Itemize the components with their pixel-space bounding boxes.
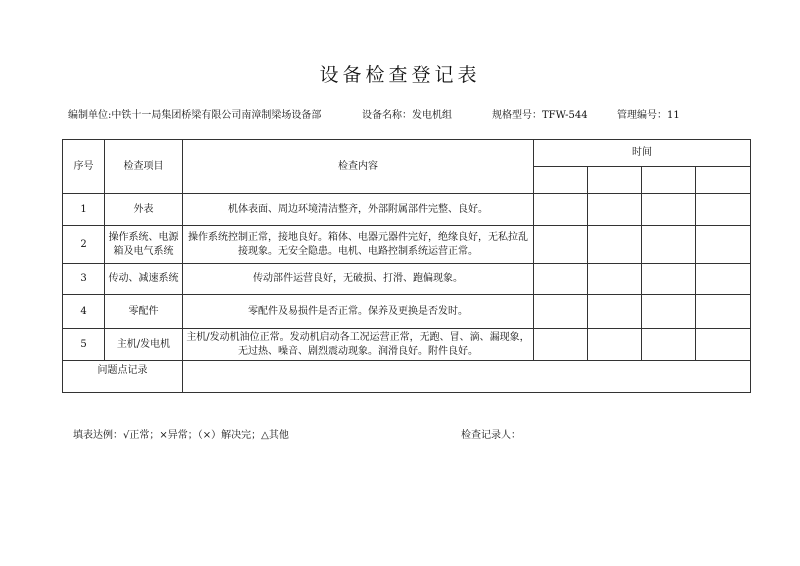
model-number: 规格型号：TFW-544 [492,110,588,121]
legend-note: 填表达例：√正常；×异常；（×）解决完；△其他 [73,430,289,441]
org-unit: 编制单位:中铁十一局集团桥梁有限公司南漳制梁场设备部 [68,110,322,121]
check-cell[interactable] [696,226,751,264]
check-cell[interactable] [696,329,751,361]
row-content: 操作系统控制正常，接地良好。箱体、电器元器件完好，绝缘良好，无私拉乱接现象。无安全隐患。电机、电路控制系统运营正常。 [183,226,534,264]
check-cell[interactable] [534,295,588,329]
row-number: 1 [63,194,105,226]
time-cell[interactable] [588,167,642,194]
check-cell[interactable] [534,226,588,264]
row-content: 机体表面、周边环境清洁整齐，外部附属部件完整、良好。 [183,194,534,226]
check-cell[interactable] [588,194,642,226]
check-cell[interactable] [696,194,751,226]
check-cell[interactable] [642,264,696,295]
device-name: 设备名称：发电机组 [362,110,452,121]
row-content: 主机/发动机油位正常。发动机启动各工况运营正常，无跑、冒、滴、漏现象，无过热、噪音、剧烈震动现象。润滑良好。附件良好。 [183,329,534,361]
check-cell[interactable] [642,226,696,264]
table-row [63,264,751,295]
check-cell[interactable] [588,295,642,329]
form-title: 设备检查登记表 [319,64,481,86]
col-header-no: 序号 [63,140,105,194]
row-item: 外表 [105,194,183,226]
check-cell[interactable] [534,329,588,361]
row-content: 传动部件运营良好，无破损、打滑、跑偏现象。 [183,264,534,295]
row-number: 4 [63,295,105,329]
table-row [63,295,751,329]
check-cell[interactable] [642,194,696,226]
check-cell[interactable] [534,194,588,226]
check-cell[interactable] [588,226,642,264]
row-number: 5 [63,329,105,361]
check-cell[interactable] [696,264,751,295]
management-number: 管理编号：11 [617,110,680,121]
time-cell[interactable] [696,167,751,194]
check-cell[interactable] [588,264,642,295]
row-content: 零配件及易损件是否正常。保养及更换是否发时。 [183,295,534,329]
check-cell[interactable] [642,295,696,329]
col-header-content: 检查内容 [183,140,534,194]
row-item: 传动、减速系统 [105,264,183,295]
inspection-table [62,139,751,393]
row-item: 零配件 [105,295,183,329]
time-cell[interactable] [534,167,588,194]
check-cell[interactable] [642,329,696,361]
check-cell[interactable] [534,264,588,295]
time-cell[interactable] [642,167,696,194]
col-header-time: 时间 [534,140,751,167]
issues-label: 问题点记录 [63,361,183,393]
row-item: 主机/发电机 [105,329,183,361]
row-number: 3 [63,264,105,295]
check-cell[interactable] [588,329,642,361]
col-header-item: 检查项目 [105,140,183,194]
issues-field[interactable] [183,361,751,393]
row-item: 操作系统、电源箱及电气系统 [105,226,183,264]
table-row [63,194,751,226]
check-cell[interactable] [696,295,751,329]
table-row [63,329,751,361]
recorder-label: 检查记录人： [461,430,521,441]
table-row [63,226,751,264]
issues-row [63,361,751,393]
row-number: 2 [63,226,105,264]
